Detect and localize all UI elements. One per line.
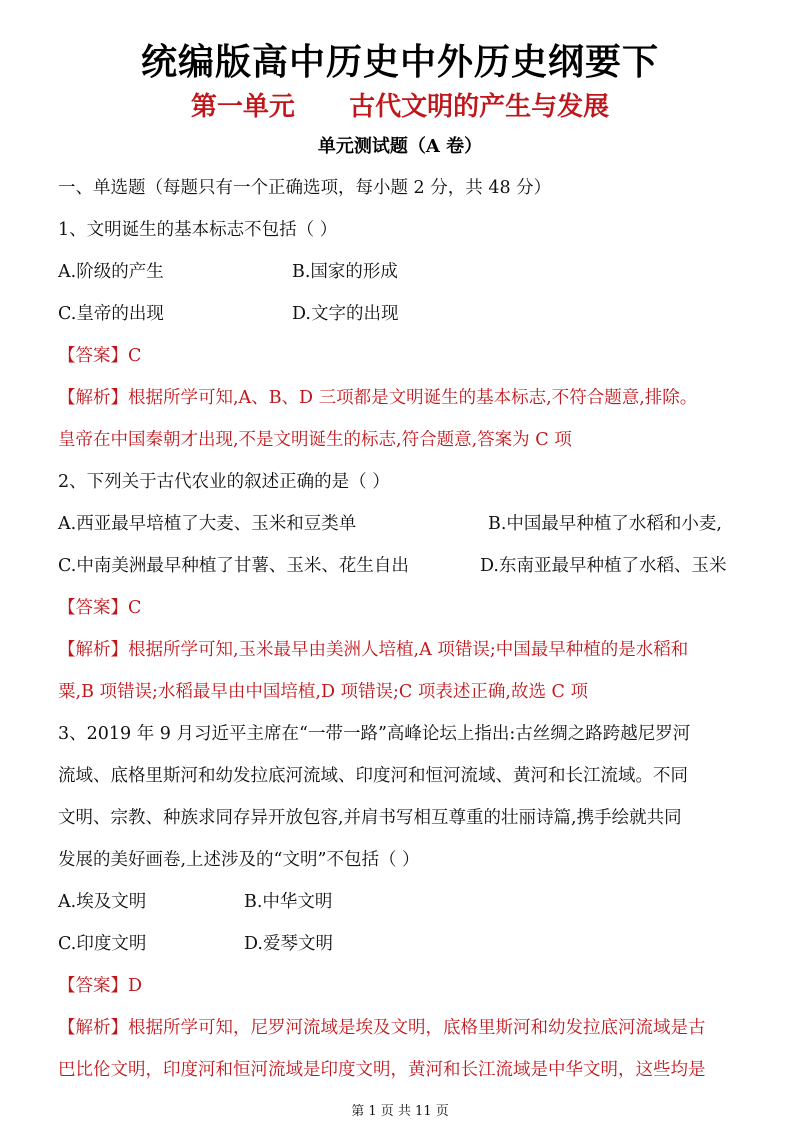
question-1-option-b: B.国家的形成 — [292, 262, 398, 282]
exam-title: 单元测试题（A 卷） — [317, 136, 483, 157]
question-1-stem: 1、文明诞生的基本标志不包括（ ） — [58, 220, 338, 240]
page-number: 第 1 页 共 11 页 — [351, 1104, 449, 1119]
question-3-stem-line: 3、2019 年 9 月习近平主席在“一带一路”高峰论坛上指出:古丝绸之路跨越尼罗河 — [58, 724, 691, 744]
question-1-option-c: C.皇帝的出现 — [58, 304, 164, 324]
question-3-analysis-line: 巴比伦文明，印度河和恒河流域是印度文明，黄河和长江流域是中华文明，这些均是 — [58, 1060, 706, 1080]
question-3-option-d: D.爱琴文明 — [244, 934, 333, 954]
document-title: 统编版高中历史中外历史纲要下 — [140, 42, 659, 83]
question-2-option-a: A.西亚最早培植了大麦、玉米和豆类单 — [58, 514, 357, 534]
question-2-stem: 2、下列关于古代农业的叙述正确的是（ ） — [58, 472, 390, 492]
unit-subtitle: 第一单元 古代文明的产生与发展 — [190, 92, 610, 122]
question-2-option-c: C.中南美洲最早种植了甘薯、玉米、花生自出 — [58, 556, 409, 576]
question-3-stem-line: 发展的美好画卷,上述涉及的“文明”不包括（ ） — [58, 850, 420, 870]
question-3-option-a: A.埃及文明 — [58, 892, 147, 912]
question-1-option-d: D.文字的出现 — [292, 304, 399, 324]
question-1-analysis-line: 【解析】根据所学可知,A、B、D 三项都是文明诞生的基本标志,不符合题意,排除。 — [58, 388, 698, 408]
question-3-answer: 【答案】D — [58, 976, 143, 996]
question-3-option-c: C.印度文明 — [58, 934, 147, 954]
question-2-analysis-line: 【解析】根据所学可知,玉米最早由美洲人培植,A 项错误;中国最早种植的是水稻和 — [58, 640, 689, 660]
question-1-option-a: A.阶级的产生 — [58, 262, 164, 282]
question-2-option-d: D.东南亚最早种植了水稻、玉米 — [480, 556, 727, 576]
question-1-analysis-line: 皇帝在中国秦朝才出现,不是文明诞生的标志,符合题意,答案为 C 项 — [58, 430, 572, 450]
question-2-answer: 【答案】C — [58, 598, 142, 618]
question-3-analysis-line: 【解析】根据所学可知，尼罗河流域是埃及文明，底格里斯河和幼发拉底河流域是古 — [58, 1018, 706, 1038]
section-heading: 一、单选题（每题只有一个正确选项，每小题 2 分，共 48 分） — [58, 178, 552, 198]
question-3-stem-line: 流域、底格里斯河和幼发拉底河流域、印度河和恒河流域、黄河和长江流域。不同 — [58, 766, 688, 786]
question-1-answer: 【答案】C — [58, 346, 142, 366]
question-3-stem-line: 文明、宗教、种族求同存异开放包容,并肩书写相互尊重的壮丽诗篇,携手绘就共同 — [58, 808, 682, 828]
question-2-analysis-line: 粟,B 项错误;水稻最早由中国培植,D 项错误;C 项表述正确,故选 C 项 — [58, 682, 588, 702]
question-2-option-b: B.中国最早种植了水稻和小麦, — [488, 514, 722, 534]
question-3-option-b: B.中华文明 — [244, 892, 333, 912]
